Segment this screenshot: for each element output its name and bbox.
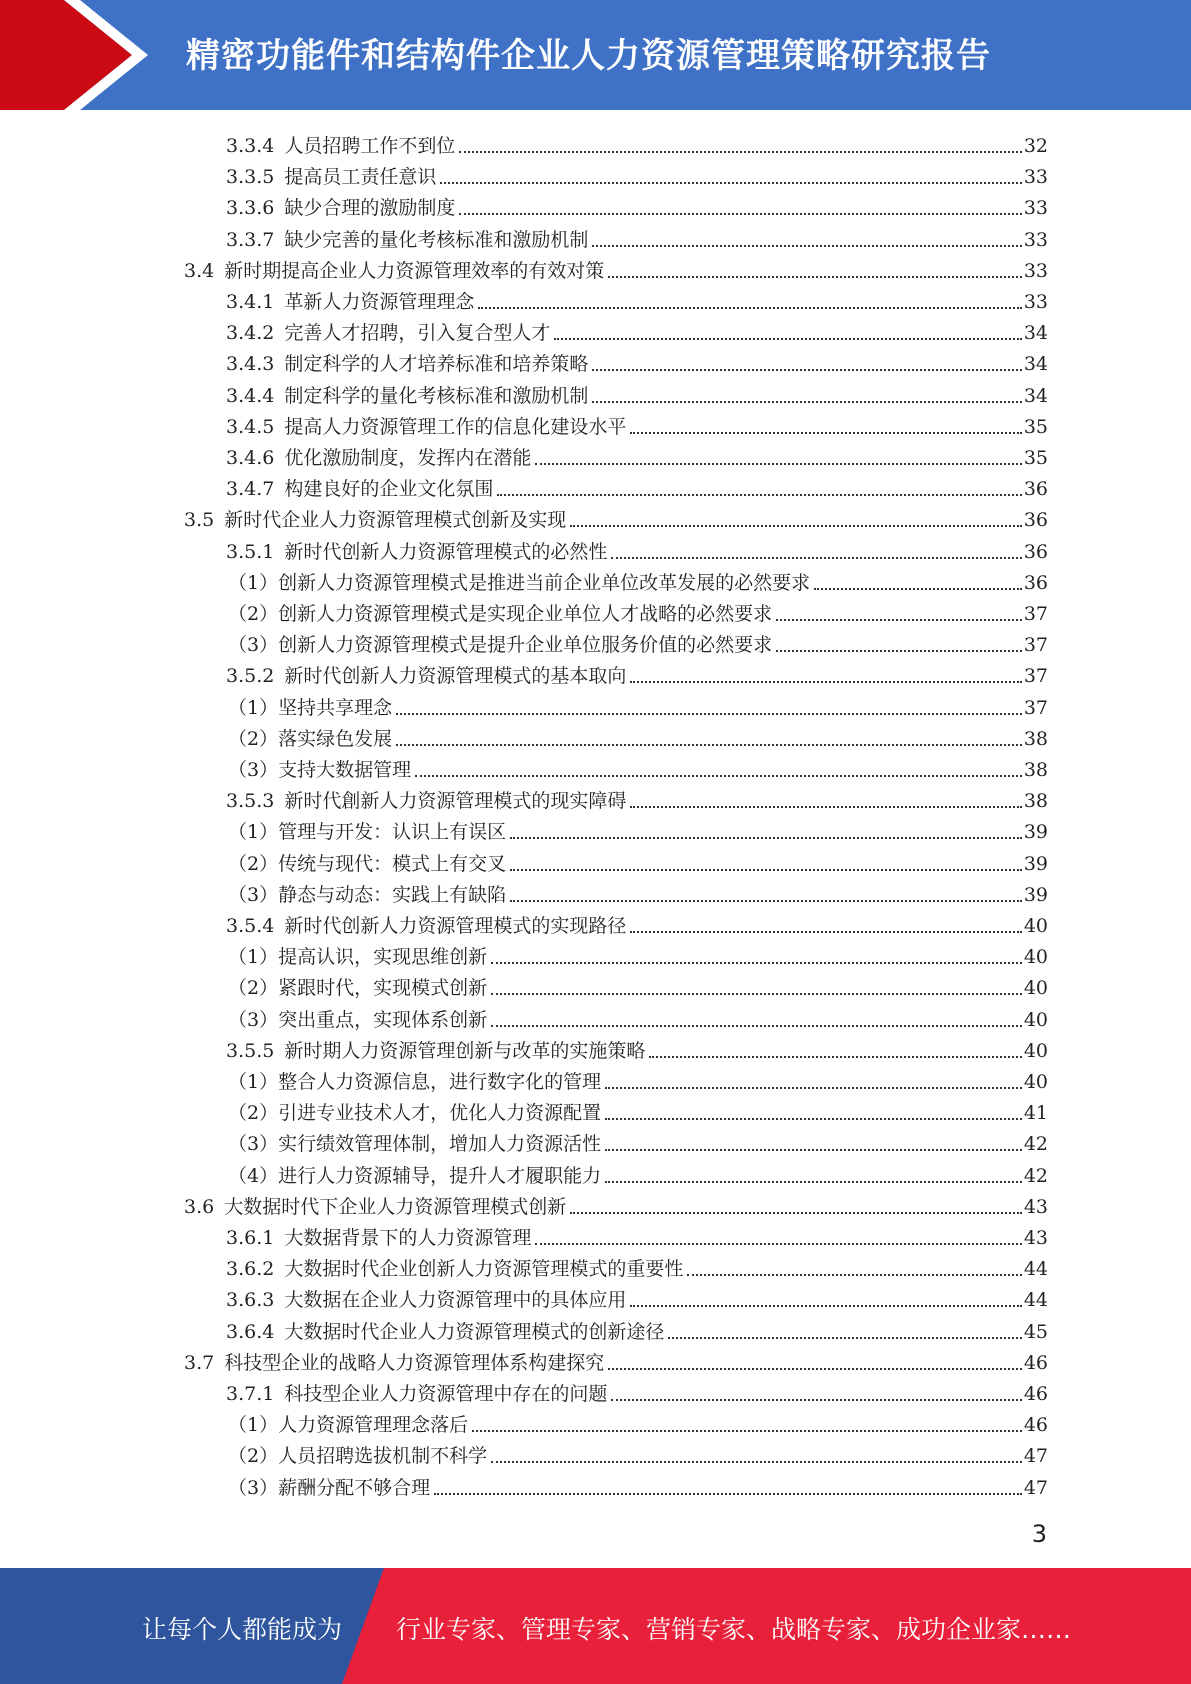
toc-dot-leader xyxy=(491,1024,1022,1027)
toc-entry-number: 3.4.1 xyxy=(226,291,275,313)
toc-entry-title: 新时代創新人力资源管理模式的现实障碍 xyxy=(284,790,627,813)
toc-entry[interactable] xyxy=(228,1470,1048,1500)
toc-entry-page: 39 xyxy=(1023,852,1048,875)
toc-entry[interactable] xyxy=(228,939,1048,969)
toc-dot-leader xyxy=(611,1398,1021,1401)
toc-dot-leader xyxy=(605,1086,1022,1089)
toc-dot-leader xyxy=(776,649,1022,652)
toc-entry[interactable] xyxy=(226,1033,1048,1063)
toc-dot-leader xyxy=(459,150,1021,153)
page-footer xyxy=(0,1568,1191,1684)
toc-dot-leader xyxy=(592,244,1021,247)
toc-entry[interactable] xyxy=(228,814,1048,844)
toc-entry-title: 人员招聘选拔机制不科学 xyxy=(278,1445,488,1468)
toc-entry[interactable] xyxy=(226,783,1048,813)
toc-entry-number: 3.4.4 xyxy=(226,384,275,407)
footer-slogan-right: 行业专家、管理专家、营销专家、战略专家、成功企业家…… xyxy=(396,1615,1072,1644)
toc-entry-page: 39 xyxy=(1023,883,1048,906)
toc-entry-number: 3.3.7 xyxy=(226,228,275,251)
toc-entry-number: 3.5 xyxy=(184,509,215,532)
toc-entry-number: （3） xyxy=(228,883,279,906)
toc-dot-leader xyxy=(396,712,1022,715)
page-header xyxy=(0,0,1191,110)
toc-dot-leader xyxy=(459,212,1021,215)
toc-entry-page: 37 xyxy=(1023,603,1048,625)
toc-entry[interactable] xyxy=(226,534,1048,564)
toc-entry-title: 大数据时代企业人力资源管理模式的创新途径 xyxy=(284,1320,665,1343)
toc-entry-page: 38 xyxy=(1023,790,1048,813)
toc-entry-number: 3.6.3 xyxy=(226,1289,275,1312)
toc-entry-page: 40 xyxy=(1023,1008,1048,1031)
toc-entry-page: 46 xyxy=(1023,1351,1048,1374)
toc-dot-leader xyxy=(814,587,1022,590)
toc-entry-page: 34 xyxy=(1023,384,1048,407)
toc-entry-title: 创新人力资源管理模式是实现企业单位人才战略的必然要求 xyxy=(278,603,773,625)
toc-dot-leader xyxy=(510,836,1022,839)
toc-entry-page: 43 xyxy=(1023,1195,1048,1218)
toc-entry[interactable] xyxy=(184,1189,1048,1219)
toc-entry[interactable] xyxy=(228,565,1048,595)
toc-entry-title: 管理与开发：认识上有误区 xyxy=(278,821,507,844)
toc-entry[interactable] xyxy=(226,409,1048,439)
toc-entry[interactable] xyxy=(226,1376,1048,1406)
toc-entry-title: 坚持共享理念 xyxy=(278,696,393,719)
toc-entry-page: 40 xyxy=(1023,946,1048,969)
toc-entry-title: 制定科学的人才培养标准和培养策略 xyxy=(284,353,589,376)
toc-entry-number: 3.4.3 xyxy=(226,353,275,376)
toc-entry-title: 人员招聘工作不到位 xyxy=(284,135,456,157)
toc-entry-number: （3） xyxy=(228,634,279,657)
toc-entry-page: 40 xyxy=(1023,915,1048,937)
toc-dot-leader xyxy=(630,1304,1021,1307)
toc-entry-title: 新时代创新人力资源管理模式的基本取向 xyxy=(284,665,627,688)
toc-entry-number: （1） xyxy=(228,696,279,719)
toc-entry-number: （1） xyxy=(228,821,279,844)
toc-entry-number: （2） xyxy=(228,603,279,625)
toc-entry[interactable] xyxy=(228,752,1048,782)
toc-entry-page: 33 xyxy=(1023,197,1048,220)
toc-entry-page: 35 xyxy=(1023,415,1048,438)
toc-entry-page: 37 xyxy=(1023,634,1048,657)
toc-entry-title: 科技型企业的战略人力资源管理体系构建探究 xyxy=(224,1351,605,1374)
toc-dot-leader xyxy=(497,493,1021,496)
toc-dot-leader xyxy=(472,1429,1022,1432)
toc-dot-leader xyxy=(510,899,1022,902)
toc-entry-title: 新时期人力资源管理创新与改革的实施策略 xyxy=(284,1039,646,1062)
toc-entry-title: 新时代创新人力资源管理模式的实现路径 xyxy=(284,915,627,937)
toc-entry-number: 3.5.4 xyxy=(226,915,275,937)
toc-entry-title: 大数据时代下企业人力资源管理模式创新 xyxy=(224,1195,567,1218)
toc-dot-leader xyxy=(491,992,1022,995)
header-arrow-decoration xyxy=(0,0,160,110)
toc-entry-number: （4） xyxy=(228,1164,279,1187)
toc-entry-page: 36 xyxy=(1023,509,1048,532)
toc-entry[interactable] xyxy=(226,190,1048,220)
toc-entry-number: 3.7.1 xyxy=(226,1383,275,1405)
toc-entry-number: （3） xyxy=(228,759,279,781)
toc-entry[interactable] xyxy=(228,1438,1048,1468)
toc-entry-page: 38 xyxy=(1023,727,1048,750)
toc-entry-page: 40 xyxy=(1023,977,1048,1000)
toc-entry-number: 3.4.2 xyxy=(226,322,275,345)
toc-entry-number: 3.6.4 xyxy=(226,1320,275,1343)
toc-entry-title: 实行绩效管理体制，增加人力资源活性 xyxy=(278,1133,602,1156)
toc-entry-page: 35 xyxy=(1023,447,1048,469)
toc-entry-number: （2） xyxy=(228,1445,279,1468)
toc-dot-leader xyxy=(630,680,1021,683)
toc-entry-page: 40 xyxy=(1023,1071,1048,1093)
toc-entry-title: 优化激励制度，发挥内在潜能 xyxy=(284,447,532,469)
toc-entry-title: 提高员工责任意识 xyxy=(284,166,437,189)
toc-entry-number: （2） xyxy=(228,977,279,1000)
toc-dot-leader xyxy=(649,1055,1021,1058)
toc-entry-number: 3.5.2 xyxy=(226,665,275,688)
toc-entry[interactable] xyxy=(184,502,1048,532)
toc-entry-page: 39 xyxy=(1023,821,1048,844)
toc-entry-title: 大数据时代企业创新人力资源管理模式的重要性 xyxy=(284,1258,684,1281)
toc-entry-number: （3） xyxy=(228,1476,279,1499)
toc-entry-title: 新时代创新人力资源管理模式的必然性 xyxy=(284,540,608,563)
toc-entry-title: 整合人力资源信息，进行数字化的管理 xyxy=(278,1071,602,1093)
toc-entry-page: 43 xyxy=(1023,1227,1048,1249)
toc-entry[interactable] xyxy=(228,721,1048,751)
toc-dot-leader xyxy=(776,618,1022,621)
toc-entry[interactable] xyxy=(226,128,1048,158)
toc-entry-page: 41 xyxy=(1023,1102,1048,1125)
toc-dot-leader xyxy=(687,1273,1021,1276)
toc-entry-number: 3.5.1 xyxy=(226,540,275,563)
toc-dot-leader xyxy=(570,1211,1022,1214)
toc-entry-number: （2） xyxy=(228,727,279,750)
toc-entry[interactable] xyxy=(226,1282,1048,1312)
toc-entry-page: 32 xyxy=(1023,135,1048,157)
toc-entry-number: 3.5.3 xyxy=(226,790,275,813)
toc-entry-page: 42 xyxy=(1023,1164,1048,1187)
toc-entry[interactable] xyxy=(226,471,1048,501)
toc-entry-page: 36 xyxy=(1023,540,1048,563)
toc-entry-number: 3.6 xyxy=(184,1195,215,1218)
toc-entry-number: 3.3.4 xyxy=(226,135,275,157)
toc-entry-title: 大数据在企业人力资源管理中的具体应用 xyxy=(284,1289,627,1312)
toc-entry-number: （1） xyxy=(228,946,279,969)
toc-entry[interactable] xyxy=(184,1345,1048,1375)
toc-entry-page: 46 xyxy=(1023,1414,1048,1437)
toc-entry-title: 创新人力资源管理模式是推进当前企业单位改革发展的必然要求 xyxy=(278,571,811,594)
toc-entry-title: 支持大数据管理 xyxy=(278,759,412,781)
toc-entry-number: 3.6.1 xyxy=(226,1227,275,1249)
toc-entry[interactable] xyxy=(226,440,1048,470)
toc-entry[interactable] xyxy=(228,1002,1048,1032)
toc-entry-title: 缺少完善的量化考核标准和激励机制 xyxy=(284,228,589,251)
toc-entry[interactable] xyxy=(226,658,1048,688)
toc-entry[interactable] xyxy=(228,1126,1048,1156)
toc-entry[interactable] xyxy=(226,159,1048,189)
toc-entry-title: 传统与现代：模式上有交叉 xyxy=(278,852,507,875)
toc-entry-number: 3.4.5 xyxy=(226,415,275,438)
toc-entry-title: 提高认识，实现思维创新 xyxy=(278,946,488,969)
toc-entry-title: 薪酬分配不够合理 xyxy=(278,1476,431,1499)
toc-entry-number: （1） xyxy=(228,1071,279,1093)
toc-entry[interactable] xyxy=(228,846,1048,876)
toc-entry[interactable] xyxy=(226,378,1048,408)
toc-dot-leader xyxy=(535,462,1021,465)
footer-slogan-left: 让每个人都能成为 xyxy=(142,1615,343,1644)
toc-entry-page: 34 xyxy=(1023,353,1048,376)
toc-dot-leader xyxy=(570,524,1022,527)
toc-entry-page: 37 xyxy=(1023,696,1048,719)
toc-entry-number: 3.4 xyxy=(184,259,215,282)
toc-entry-number: （2） xyxy=(228,852,279,875)
page-number: 3 xyxy=(1031,1520,1047,1548)
toc-entry-number: （3） xyxy=(228,1133,279,1156)
document-title: 精密功能件和结构件企业人力资源管理策略研究报告 xyxy=(186,36,991,76)
toc-entry-page: 47 xyxy=(1023,1445,1048,1468)
toc-dot-leader xyxy=(535,1242,1021,1245)
toc-entry-title: 新时代企业人力资源管理模式创新及实现 xyxy=(224,509,567,532)
toc-entry-number: （2） xyxy=(228,1102,279,1125)
toc-entry-title: 革新人力资源管理理念 xyxy=(284,291,475,313)
toc-entry-page: 40 xyxy=(1023,1039,1048,1062)
toc-entry[interactable] xyxy=(226,284,1048,314)
toc-entry-page: 44 xyxy=(1023,1258,1048,1281)
toc-entry-page: 47 xyxy=(1023,1476,1048,1499)
toc-entry[interactable] xyxy=(228,690,1048,720)
toc-dot-leader xyxy=(605,1117,1022,1120)
toc-entry-page: 33 xyxy=(1023,259,1048,282)
toc-entry[interactable] xyxy=(184,253,1048,283)
toc-entry-page: 33 xyxy=(1023,291,1048,313)
toc-entry[interactable] xyxy=(226,1314,1048,1344)
toc-entry-title: 紧跟时代，实现模式创新 xyxy=(278,977,488,1000)
toc-entry-number: 3.4.6 xyxy=(226,447,275,469)
toc-dot-leader xyxy=(478,306,1021,309)
toc-entry-title: 突出重点，实现体系创新 xyxy=(278,1008,488,1031)
toc-entry-title: 缺少合理的激励制度 xyxy=(284,197,456,220)
toc-dot-leader xyxy=(440,181,1021,184)
toc-dot-leader xyxy=(491,961,1022,964)
toc-entry-title: 完善人才招聘，引入复合型人才 xyxy=(284,322,551,345)
toc-entry-number: （3） xyxy=(228,1008,279,1031)
toc-entry-title: 落实绿色发展 xyxy=(278,727,393,750)
toc-dot-leader xyxy=(415,774,1022,777)
toc-entry[interactable] xyxy=(228,877,1048,907)
toc-entry[interactable] xyxy=(228,970,1048,1000)
toc-entry-title: 构建良好的企业文化氛围 xyxy=(284,478,494,501)
toc-dot-leader xyxy=(605,1148,1022,1151)
toc-dot-leader xyxy=(592,368,1021,371)
toc-entry[interactable] xyxy=(228,1095,1048,1125)
toc-dot-leader xyxy=(668,1336,1021,1339)
toc-entry[interactable] xyxy=(226,1220,1048,1250)
toc-entry-number: 3.6.2 xyxy=(226,1258,275,1281)
toc-entry-page: 44 xyxy=(1023,1289,1048,1312)
toc-entry-number: 3.7 xyxy=(184,1351,215,1374)
toc-entry-title: 大数据背景下的人力资源管理 xyxy=(284,1227,532,1249)
toc-dot-leader xyxy=(630,805,1021,808)
toc-dot-leader xyxy=(592,400,1021,403)
toc-entry-page: 33 xyxy=(1023,228,1048,251)
toc-dot-leader xyxy=(491,1460,1022,1463)
toc-entry-page: 45 xyxy=(1023,1320,1048,1343)
toc-entry-number: 3.5.5 xyxy=(226,1039,275,1062)
toc-entry-title: 进行人力资源辅导，提升人才履职能力 xyxy=(278,1164,602,1187)
toc-entry-page: 37 xyxy=(1023,665,1048,688)
toc-dot-leader xyxy=(605,1180,1022,1183)
toc-entry-title: 科技型企业人力资源管理中存在的问题 xyxy=(284,1383,608,1405)
toc-entry-page: 34 xyxy=(1023,322,1048,345)
toc-dot-leader xyxy=(630,930,1021,933)
toc-entry[interactable] xyxy=(228,596,1048,626)
toc-entry-title: 静态与动态：实践上有缺陷 xyxy=(278,883,507,906)
toc-dot-leader xyxy=(434,1492,1022,1495)
toc-entry[interactable] xyxy=(226,1251,1048,1281)
toc-entry[interactable] xyxy=(226,346,1048,376)
toc-dot-leader xyxy=(608,1367,1022,1370)
toc-entry-number: （1） xyxy=(228,1414,279,1437)
toc-dot-leader xyxy=(630,431,1021,434)
toc-entry[interactable] xyxy=(226,908,1048,938)
toc-entry-number: 3.3.6 xyxy=(226,197,275,220)
toc-entry[interactable] xyxy=(228,1158,1048,1188)
toc-entry[interactable] xyxy=(226,222,1048,252)
toc-entry-number: 3.4.7 xyxy=(226,478,275,501)
toc-entry-title: 创新人力资源管理模式是提升企业单位服务价值的必然要求 xyxy=(278,634,773,657)
toc-dot-leader xyxy=(554,337,1021,340)
toc-entry-title: 制定科学的量化考核标准和激励机制 xyxy=(284,384,589,407)
toc-entry-page: 38 xyxy=(1023,759,1048,781)
toc-dot-leader xyxy=(608,275,1022,278)
toc-entry-title: 人力资源管理理念落后 xyxy=(278,1414,469,1437)
toc-entry-page: 36 xyxy=(1023,571,1048,594)
toc-entry-number: 3.3.5 xyxy=(226,166,275,189)
toc-entry[interactable] xyxy=(226,315,1048,345)
toc-entry[interactable] xyxy=(228,627,1048,657)
toc-entry-page: 42 xyxy=(1023,1133,1048,1156)
toc-entry[interactable] xyxy=(228,1407,1048,1437)
toc-entry-title: 引进专业技术人才，优化人力资源配置 xyxy=(278,1102,602,1125)
toc-entry-page: 36 xyxy=(1023,478,1048,501)
toc-entry-title: 提高人力资源管理工作的信息化建设水平 xyxy=(284,415,627,438)
toc-dot-leader xyxy=(611,556,1021,559)
toc-entry[interactable] xyxy=(228,1064,1048,1094)
toc-dot-leader xyxy=(396,743,1022,746)
toc-entry-number: （1） xyxy=(228,571,279,594)
toc-entry-page: 33 xyxy=(1023,166,1048,189)
toc-entry-page: 46 xyxy=(1023,1383,1048,1405)
toc-dot-leader xyxy=(510,868,1022,871)
toc-entry-title: 新时期提高企业人力资源管理效率的有效对策 xyxy=(224,259,605,282)
